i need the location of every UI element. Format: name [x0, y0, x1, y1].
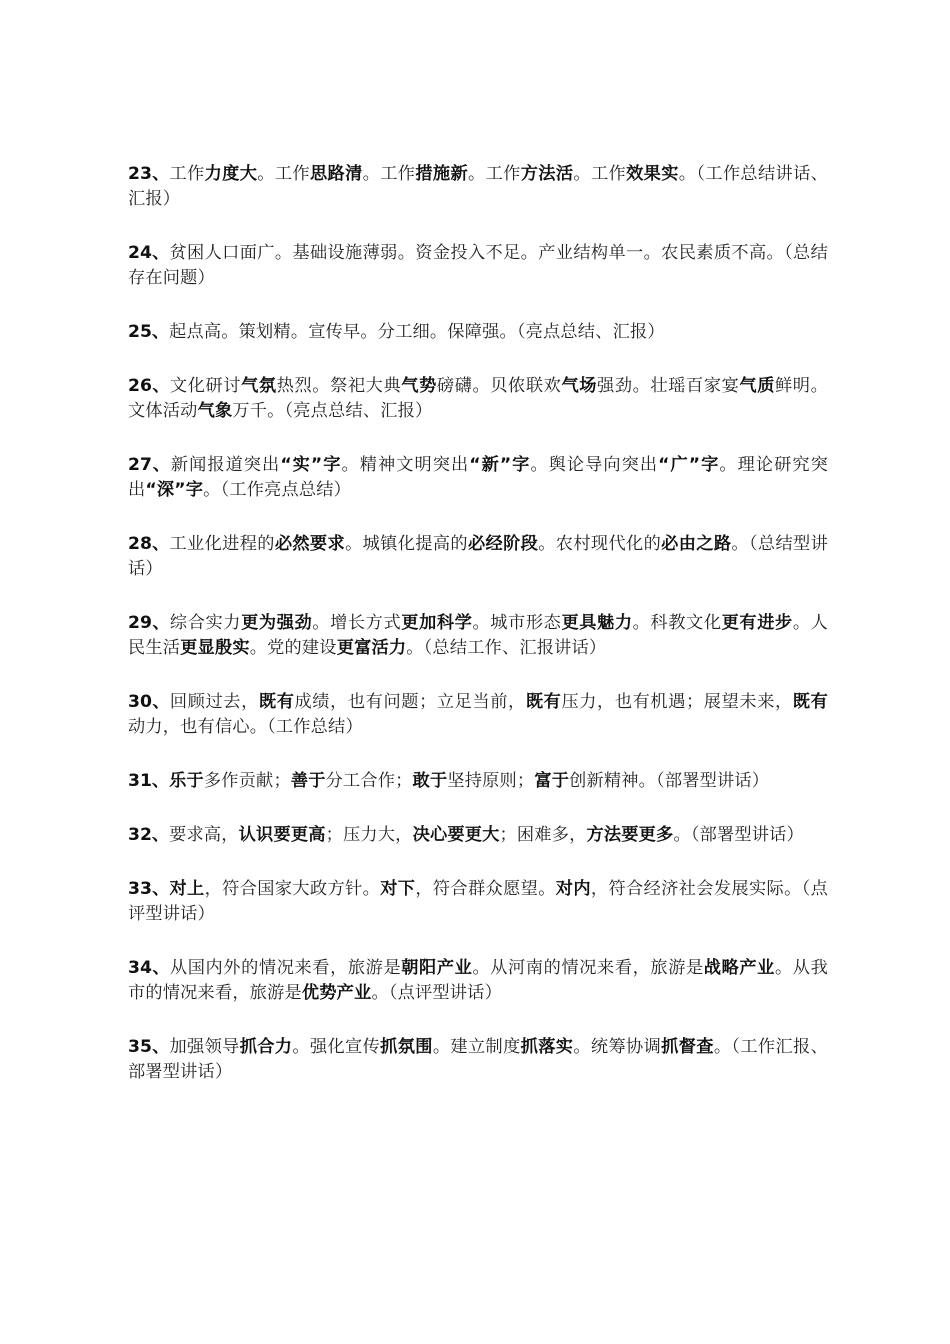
bold-keyword: 对下: [380, 879, 416, 899]
item-text: 。增长方式: [312, 613, 402, 633]
bold-keyword: “深”字: [145, 480, 204, 500]
bold-keyword: 乐于: [169, 771, 204, 791]
item-text: 。工作: [257, 164, 310, 184]
item-text: 。（总结工作、汇报讲话）: [406, 638, 607, 658]
bold-keyword: 对内: [555, 879, 591, 899]
phrase-item: [128, 769, 828, 794]
item-text: 多作贡献；: [203, 771, 291, 791]
item-text: 磅礴。贝侬联欢: [436, 376, 562, 396]
bold-keyword: 气氛: [241, 376, 277, 396]
item-number: 24、: [128, 243, 170, 263]
phrase-item: [128, 956, 828, 1006]
item-number: 30、: [128, 692, 170, 712]
item-text: 。舆论导向突出: [530, 455, 659, 475]
item-text: 分工合作；: [325, 771, 413, 791]
phrase-item: [128, 877, 828, 927]
item-text: 。人民生活: [128, 613, 828, 658]
item-number: 26、: [128, 376, 170, 396]
item-text: 。精神文明突出: [341, 455, 470, 475]
bold-keyword: 更具魅力: [561, 613, 633, 633]
bold-keyword: 既有: [525, 692, 562, 712]
bold-keyword: 认识要更高: [238, 825, 326, 845]
item-text: 。（工作总结讲话、汇报）: [128, 164, 829, 209]
item-text: 。统筹协调: [573, 1037, 662, 1057]
item-text: 。理论研究突出: [128, 455, 828, 500]
item-text: 要求高，: [169, 825, 239, 845]
item-text: 综合实力: [169, 613, 242, 633]
bold-keyword: 更为强劲: [241, 613, 313, 633]
item-text: 。（工作亮点总结）: [203, 480, 352, 500]
bold-keyword: 气场: [561, 376, 598, 396]
phrase-item: [128, 690, 828, 740]
bold-keyword: 既有: [792, 692, 828, 712]
phrase-list: [128, 162, 828, 1114]
bold-keyword: 抓氛围: [380, 1037, 433, 1057]
item-text: 坚持原则；: [447, 771, 535, 791]
item-text: 万千。（亮点总结、汇报）: [232, 401, 433, 421]
item-text: 。工作: [362, 164, 416, 184]
bold-keyword: 力度大: [204, 164, 258, 184]
item-text: 强劲。壮瑶百家宴: [597, 376, 740, 396]
phrase-item: [128, 611, 828, 661]
item-text: 。工作: [573, 164, 627, 184]
bold-keyword: 优势产业: [301, 983, 372, 1003]
bold-keyword: 气象: [197, 401, 233, 421]
item-text: 动力，也有信心。（工作总结）: [128, 717, 363, 737]
item-text: 。（工作汇报、部署型讲话）: [128, 1037, 828, 1082]
item-number: 32、: [128, 825, 170, 845]
phrase-item: [128, 823, 828, 848]
phrase-item: [128, 374, 828, 424]
item-number: 25、: [128, 322, 170, 342]
bold-keyword: 对上: [169, 879, 205, 899]
bold-keyword: 决心要更大: [412, 825, 500, 845]
bold-keyword: 方法活: [520, 164, 574, 184]
bold-keyword: 措施新: [415, 164, 469, 184]
phrase-item: [128, 241, 828, 291]
phrase-item: [128, 320, 828, 345]
item-text: 回顾过去，: [169, 692, 259, 712]
item-text: ；困难多，: [499, 825, 587, 845]
item-text: 贫困人口面广。基础设施薄弱。资金投入不足。产业结构单一。农民素质不高。（总结存在问题）: [128, 243, 828, 288]
bold-keyword: “实”字: [280, 455, 342, 475]
item-text: 。科教文化: [632, 613, 722, 633]
bold-keyword: 善于: [290, 771, 326, 791]
item-text: 鲜明。文体活动: [128, 376, 828, 421]
item-number: 28、: [128, 534, 170, 554]
item-text: 工业化进程的: [169, 534, 275, 554]
bold-keyword: 富于: [534, 771, 570, 791]
item-text: ，符合经济社会发展实际。（点评型讲话）: [128, 879, 828, 924]
item-text: 。城镇化提高的: [345, 534, 468, 554]
bold-keyword: 抓合力: [239, 1037, 293, 1057]
item-number: 23、: [128, 164, 170, 184]
item-text: 创新精神。（部署型讲话）: [569, 771, 770, 791]
bold-keyword: 抓落实: [520, 1037, 574, 1057]
phrase-item: [128, 532, 828, 582]
bold-keyword: 必由之路: [661, 534, 732, 554]
item-text: 。党的建设: [249, 638, 337, 658]
item-text: 加强领导: [169, 1037, 240, 1057]
bold-keyword: 气质: [739, 376, 776, 396]
phrase-item: [128, 1035, 828, 1085]
item-text: ，符合群众愿望。: [415, 879, 556, 899]
bold-keyword: 气势: [401, 376, 437, 396]
item-text: 起点高。策划精。宣传早。分工细。保障强。（亮点总结、汇报）: [169, 322, 665, 342]
bold-keyword: 更加科学: [401, 613, 473, 633]
item-text: 文化研讨: [169, 376, 242, 396]
bold-keyword: “广”字: [658, 455, 720, 475]
phrase-item: [128, 162, 828, 212]
bold-keyword: 更富活力: [336, 638, 407, 658]
item-text: 从国内外的情况来看，旅游是: [169, 958, 402, 978]
bold-keyword: 敢于: [412, 771, 448, 791]
bold-keyword: 更有进步: [721, 613, 793, 633]
item-text: 成绩，也有问题；立足当前，: [294, 692, 526, 712]
item-number: 35、: [128, 1037, 170, 1057]
item-text: 工作: [169, 164, 205, 184]
item-text: ；压力大，: [325, 825, 413, 845]
item-text: 。强化宣传: [292, 1037, 381, 1057]
item-text: 。（点评型讲话）: [371, 983, 502, 1003]
bold-keyword: 方法要更多: [586, 825, 674, 845]
item-text: 。从我市的情况来看，旅游是: [128, 958, 828, 1003]
item-number: 33、: [128, 879, 170, 899]
bold-keyword: 朝阳产业: [401, 958, 473, 978]
bold-keyword: 战略产业: [703, 958, 775, 978]
item-text: 压力，也有机遇；展望未来，: [561, 692, 793, 712]
item-text: 。建立制度: [432, 1037, 521, 1057]
bold-keyword: 抓督查: [661, 1037, 714, 1057]
item-text: 。（总结型讲话）: [128, 534, 828, 579]
item-number: 31、: [128, 771, 170, 791]
item-number: 34、: [128, 958, 170, 978]
bold-keyword: 必然要求: [274, 534, 346, 554]
bold-keyword: 既有: [258, 692, 295, 712]
item-text: 。城市形态: [472, 613, 562, 633]
bold-keyword: 效果实: [626, 164, 679, 184]
bold-keyword: 更显殷实: [180, 638, 250, 658]
item-text: 。从河南的情况来看，旅游是: [472, 958, 704, 978]
bold-keyword: 思路清: [309, 164, 363, 184]
item-text: ，符合国家大政方针。: [204, 879, 381, 899]
item-number: 27、: [128, 455, 171, 475]
item-text: 。农村现代化的: [538, 534, 662, 554]
item-text: 。工作: [468, 164, 521, 184]
item-text: 。（部署型讲话）: [673, 825, 804, 845]
bold-keyword: 必经阶段: [467, 534, 539, 554]
phrase-item: [128, 453, 828, 503]
item-text: 热烈。祭祀大典: [276, 376, 402, 396]
item-number: 29、: [128, 613, 170, 633]
item-text: 新闻报道突出: [170, 455, 281, 475]
bold-keyword: “新”字: [469, 455, 531, 475]
